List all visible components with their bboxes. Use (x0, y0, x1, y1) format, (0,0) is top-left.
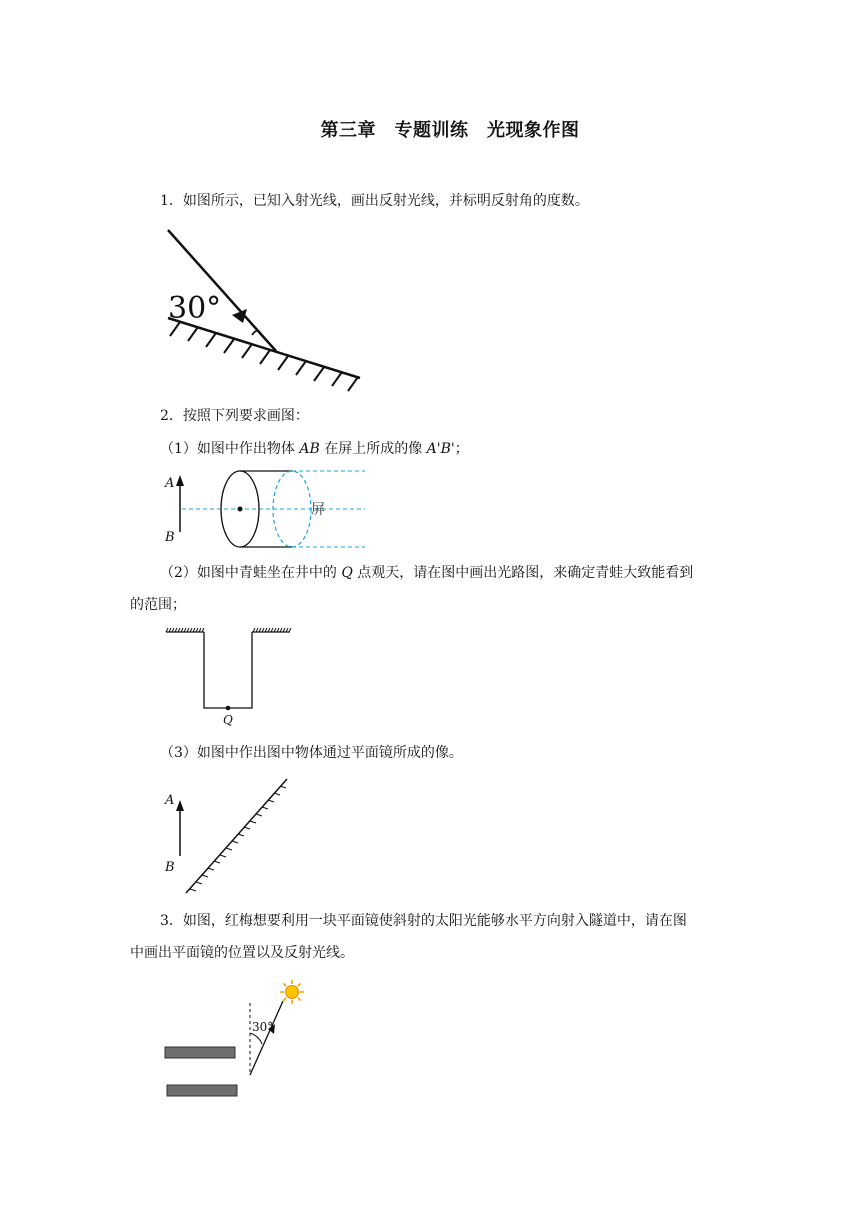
question-2-1-text: （1）如图中作出物体 AB 在屏上所成的像 A'B'； (160, 441, 469, 457)
question-1-text: 1．如图所示，已知入射光线，画出反射光线，并标明反射角的度数。 (160, 193, 589, 209)
question-3-line1: 3．如图，红梅想要利用一块平面镜使斜射的太阳光能够水平方向射入隧道中，请在图 (160, 913, 687, 929)
tunnel-wall-lower (167, 1085, 237, 1096)
tunnel-wall-upper (165, 1047, 235, 1058)
angle-label-30-q3: 30° (252, 1020, 274, 1034)
screen-label: 屏 (311, 502, 325, 518)
question-3-line2: 中画出平面镜的位置以及反射光线。 (130, 945, 354, 961)
label-a: A (165, 476, 175, 491)
question-2-intro: 2．按照下列要求画图： (160, 408, 309, 424)
label-b-3: B (165, 860, 175, 875)
question-2-2-line1: （2）如图中青蛙坐在井中的 Q 点观天，请在图中画出光路图，来确定青蛙大致能看到 (160, 565, 694, 581)
sun-ray (250, 1001, 283, 1075)
sun-icon (280, 980, 304, 1004)
question-2-2-line2: 的范围； (130, 597, 186, 613)
label-b: B (165, 530, 175, 545)
angle-label-30: 30° (168, 291, 222, 326)
question-2-3-text: （3）如图中作出图中物体通过平面镜所成的像。 (160, 745, 463, 761)
page-title: 第三章 专题训练 光现象作图 (320, 120, 580, 141)
label-q: Q (223, 713, 233, 727)
label-a-3: A (165, 793, 175, 808)
angle-arc-30 (250, 1033, 262, 1044)
